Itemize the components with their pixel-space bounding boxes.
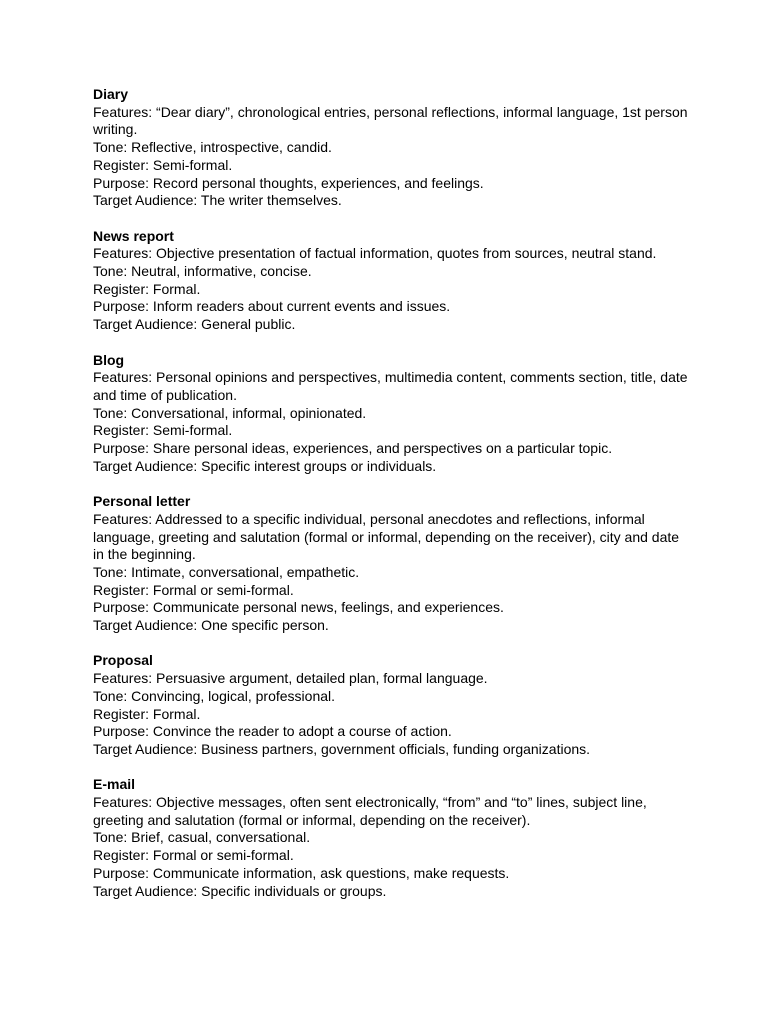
audience-line: Target Audience: General public. bbox=[93, 316, 296, 333]
tone-line: Tone: Intimate, conversational, empathetic. bbox=[93, 563, 360, 580]
tone-line: Tone: Reflective, introspective, candid. bbox=[93, 139, 332, 156]
purpose-line: Purpose: Share personal ideas, experiences, and perspectives on a particular topic. bbox=[93, 440, 613, 457]
audience-line: Target Audience: Business partners, government officials, funding organizations. bbox=[93, 740, 591, 757]
audience-line: Target Audience: The writer themselves. bbox=[93, 192, 342, 209]
section-personal-letter bbox=[93, 493, 693, 635]
section-news-report bbox=[93, 228, 693, 334]
purpose-line: Purpose: Inform readers about current events and issues. bbox=[93, 298, 451, 315]
features-line: Features: “Dear diary”, chronological entries, personal reflections, informal language, 1st person writing. bbox=[93, 103, 688, 138]
tone-line: Tone: Conversational, informal, opinionated. bbox=[93, 404, 367, 421]
section-blog bbox=[93, 352, 693, 476]
features-line: Features: Personal opinions and perspectives, multimedia content, comments section, title, date and time of publication. bbox=[93, 369, 688, 403]
section-e-mail bbox=[93, 776, 693, 900]
section-proposal bbox=[93, 652, 693, 758]
features-line: Features: Addressed to a specific individual, personal anecdotes and reflections, informal language, greeting and salutation (formal or informal, depending on the receiver), city and date in the beginning. bbox=[93, 510, 680, 563]
audience-line: Target Audience: Specific individuals or groups. bbox=[93, 882, 387, 899]
section-title: Blog bbox=[93, 351, 125, 368]
tone-line: Tone: Convincing, logical, professional. bbox=[93, 687, 336, 704]
section-title: Proposal bbox=[93, 652, 153, 669]
section-diary bbox=[93, 86, 693, 210]
register-line: Register: Formal or semi-formal. bbox=[93, 581, 294, 598]
section-title: Personal letter bbox=[93, 493, 191, 510]
document-page bbox=[93, 86, 693, 918]
section-title: News report bbox=[93, 227, 174, 244]
tone-line: Tone: Neutral, informative, concise. bbox=[93, 263, 312, 280]
register-line: Register: Semi-formal. bbox=[93, 422, 233, 439]
features-line: Features: Objective messages, often sent electronically, “from” and “to” lines, subject line, greeting and salutation (formal or informal, depending on the receiver). bbox=[93, 794, 647, 828]
purpose-line: Purpose: Communicate information, ask questions, make requests. bbox=[93, 864, 510, 881]
features-line: Features: Objective presentation of factual information, quotes from sources, neutral stand. bbox=[93, 245, 657, 262]
audience-line: Target Audience: One specific person. bbox=[93, 617, 329, 634]
section-title: E-mail bbox=[93, 776, 136, 793]
tone-line: Tone: Brief, casual, conversational. bbox=[93, 829, 311, 846]
register-line: Register: Formal. bbox=[93, 705, 201, 722]
register-line: Register: Formal or semi-formal. bbox=[93, 847, 294, 864]
purpose-line: Purpose: Convince the reader to adopt a course of action. bbox=[93, 723, 452, 740]
audience-line: Target Audience: Specific interest groups or individuals. bbox=[93, 457, 437, 474]
register-line: Register: Formal. bbox=[93, 280, 201, 297]
register-line: Register: Semi-formal. bbox=[93, 156, 233, 173]
purpose-line: Purpose: Communicate personal news, feelings, and experiences. bbox=[93, 599, 504, 616]
section-title: Diary bbox=[93, 86, 129, 102]
features-line: Features: Persuasive argument, detailed plan, formal language. bbox=[93, 670, 488, 687]
purpose-line: Purpose: Record personal thoughts, experiences, and feelings. bbox=[93, 174, 484, 191]
